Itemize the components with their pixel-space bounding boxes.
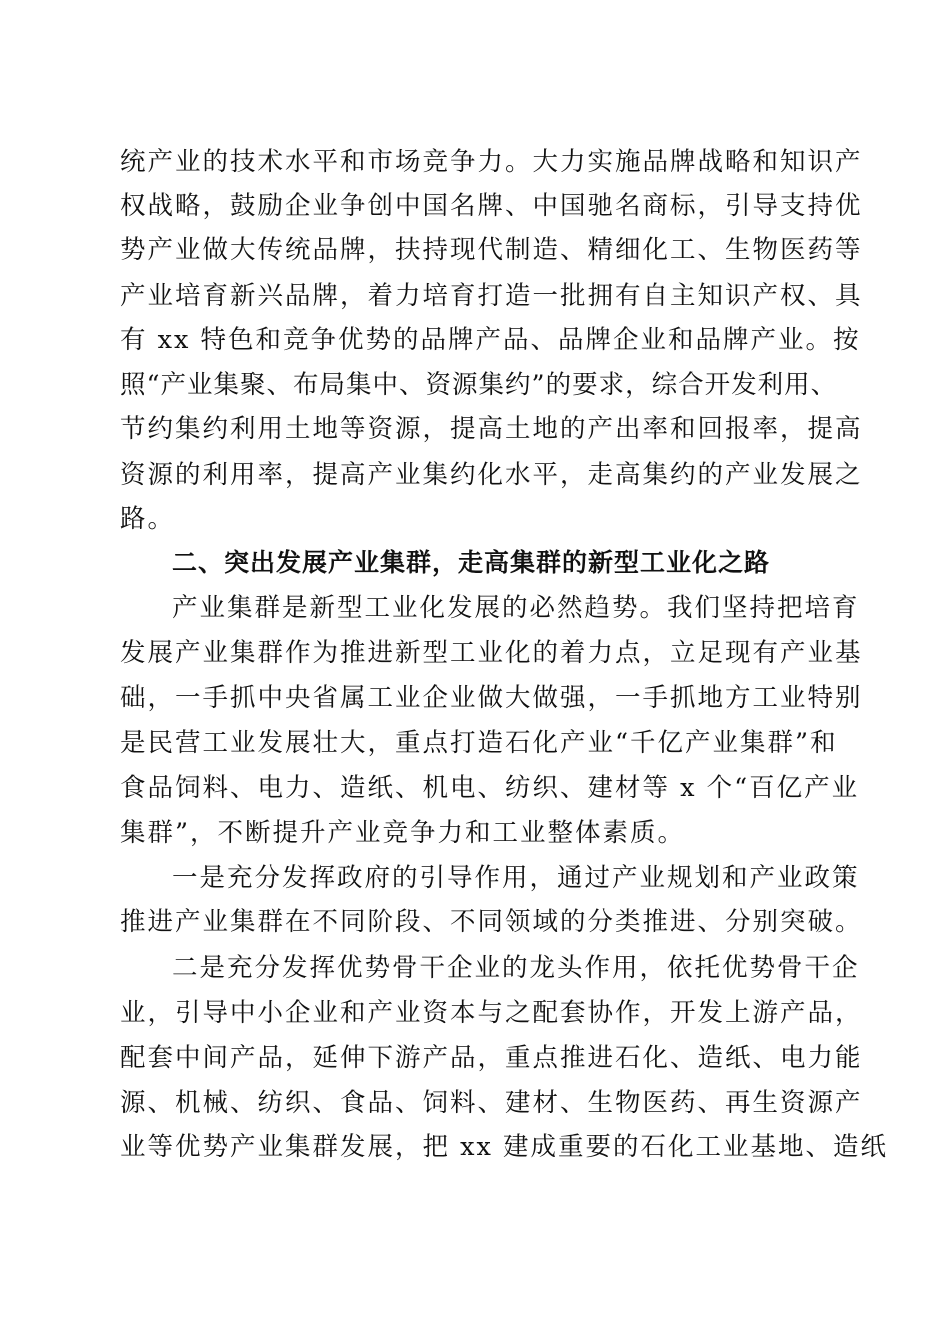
paragraph-3-line-2: 推进产业集群在不同阶段、不同领域的分类推进、分别突破。: [120, 907, 863, 937]
paragraph-2-line-3: 础，一手抓中央省属工业企业做大做强，一手抓地方工业特别: [120, 683, 863, 713]
paragraph-2-line-4: 是民营工业发展壮大，重点打造石化产业“千亿产业集群”和: [120, 728, 838, 758]
paragraph-1-line-2: 权战略，鼓励企业争创中国名牌、中国驰名商标，引导支持优: [120, 191, 863, 221]
paragraph-1-line-6: 照“产业集聚、布局集中、资源集约”的要求，综合开发利用、: [120, 370, 838, 400]
section-heading: 二、突出发展产业集群，走高集群的新型工业化之路: [172, 548, 771, 577]
paragraph-1-line-8: 资源的利用率，提高产业集约化水平，走高集约的产业发展之: [120, 460, 863, 490]
paragraph-2-line-5: 食品饲料、电力、造纸、机电、纺织、建材等 x 个“百亿产业: [120, 773, 860, 803]
paragraph-1-line-1: 统产业的技术水平和市场竞争力。大力实施品牌战略和知识产: [120, 147, 863, 177]
paragraph-4-line-3: 配套中间产品，延伸下游产品，重点推进石化、造纸、电力能: [120, 1043, 863, 1073]
paragraph-1-line-3: 势产业做大传统品牌，扶持现代制造、精细化工、生物医药等: [120, 235, 863, 265]
paragraph-1-line-9: 路。: [120, 504, 176, 534]
paragraph-4-line-2: 业，引导中小企业和产业资本与之配套协作，开发上游产品，: [120, 998, 863, 1028]
paragraph-1-line-5: 有 xx 特色和竞争优势的品牌产品、品牌企业和品牌产业。按: [120, 325, 861, 355]
paragraph-4-line-5: 业等优势产业集群发展，把 xx 建成重要的石化工业基地、造纸: [120, 1132, 888, 1162]
paragraph-1-line-4: 产业培育新兴品牌，着力培育打造一批拥有自主知识产权、具: [120, 281, 863, 311]
paragraph-3-line-1: 一是充分发挥政府的引导作用，通过产业规划和产业政策: [172, 863, 860, 893]
paragraph-4-line-1: 二是充分发挥优势骨干企业的龙头作用，依托优势骨干企: [172, 953, 860, 983]
paragraph-1-line-7: 节约集约利用土地等资源，提高土地的产出率和回报率，提高: [120, 414, 863, 444]
paragraph-2-line-2: 发展产业集群作为推进新型工业化的着力点，立足现有产业基: [120, 638, 863, 668]
paragraph-2-line-6: 集群”，不断提升产业竞争力和工业整体素质。: [120, 818, 686, 848]
paragraph-4-line-4: 源、机械、纺织、食品、饲料、建材、生物医药、再生资源产: [120, 1088, 863, 1118]
paragraph-2-line-1: 产业集群是新型工业化发展的必然趋势。我们坚持把培育: [172, 593, 860, 623]
